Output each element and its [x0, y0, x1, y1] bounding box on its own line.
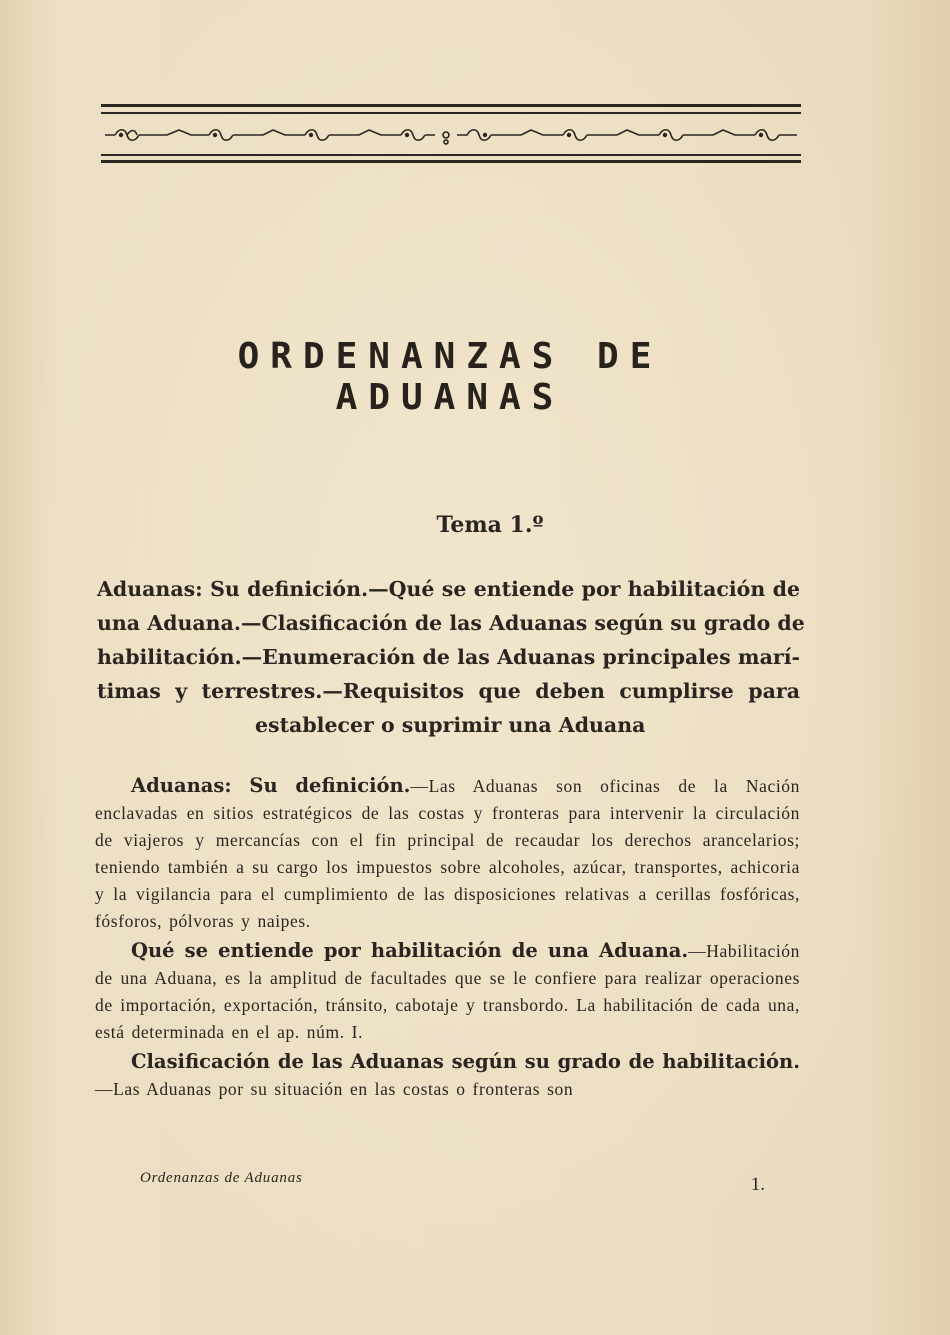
summary-line: una Aduana.—Clasificación de las Aduanas según su grado de [97, 611, 805, 635]
paragraph-text: —Las Aduanas por su situación en las costas o fronteras son [95, 1079, 574, 1099]
summary-line: establecer o suprimir una Aduana [255, 713, 646, 737]
bottom-rule-thick [101, 160, 801, 163]
ornamental-header-border [101, 104, 801, 166]
paragraph [95, 772, 800, 935]
paragraph-heading: Aduanas: Su definición. [131, 774, 411, 797]
paragraph-heading: Qué se entiende por habilitación de una Aduana. [131, 939, 689, 962]
running-footer-title: Ordenanzas de Aduanas [140, 1170, 303, 1186]
paragraph-text: —Las Aduanas son oficinas de la Nación enclavadas en sitios estratégicos de las costas y fronteras para intervenir la circulación de viajeros y mercancías con el fin principal de recaudar los derechos arancelarios; teniendo también a su cargo los impuestos sobre alcoholes, azúcar, transportes, achicoria y la vigilancia para el cumplimiento de las disposiciones relativas a cerillas fosfóricas, fósforos, pólvoras y naipes. [95, 776, 800, 931]
page-footer [140, 1170, 765, 1200]
paragraph-heading: Clasificación de las Aduanas según su grado de habilitación. [131, 1050, 800, 1073]
paragraph [95, 937, 800, 1046]
top-rule-thick [101, 104, 801, 107]
chapter-heading: Tema 1.º [436, 512, 544, 538]
page-title: ORDENANZAS DE ADUANAS [237, 336, 663, 418]
bottom-rule-thin [101, 154, 801, 156]
summary-line: timas y terrestres.—Requisitos que deben cumplirse para [97, 679, 800, 703]
body-text [95, 772, 800, 1103]
page-number: 1. [750, 1174, 765, 1195]
chapter-summary [97, 572, 805, 742]
paragraph-text: —Habilitación de una Aduana, es la amplitud de facultades que se le confiere para realizar operaciones de importación, exportación, tránsito, cabotaje y transbordo. La habilitación de cada una, está determinada en el ap. núm. I. [95, 941, 800, 1042]
scroll-ornament-icon [101, 122, 801, 148]
top-rule-thin [101, 112, 801, 114]
summary-line: habilitación.—Enumeración de las Aduanas principales marí- [97, 645, 800, 669]
paragraph [95, 1048, 800, 1103]
summary-line: Aduanas: Su definición.—Qué se entiende por habilitación de [97, 577, 800, 601]
